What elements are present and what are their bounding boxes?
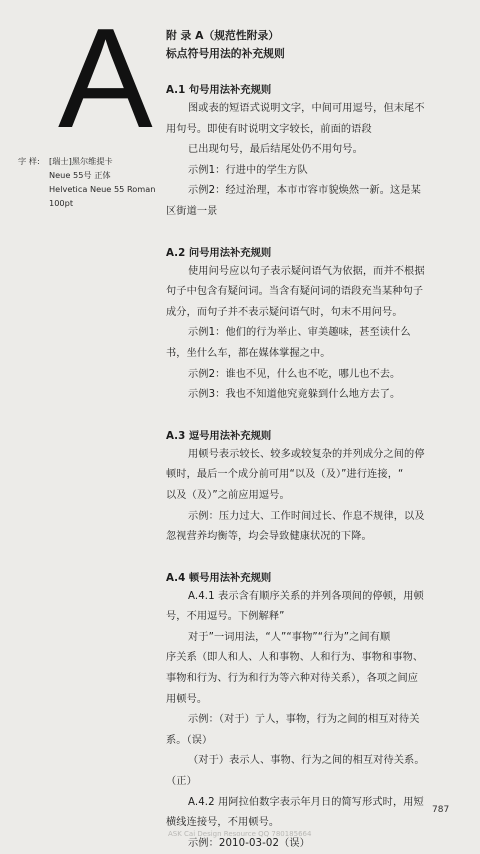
- paragraph: 已出现句号，最后结尾处仍不用句号。: [188, 144, 363, 156]
- paragraph: A.4.2 用阿拉伯数字表示年月日的简写形式时，用短: [188, 796, 424, 808]
- paragraph: 事物和行为、行为和行为等六种对待关系），各项之间应: [166, 673, 419, 685]
- paragraph: 成分，而句子并不表示疑问语气时，句末不用问号。: [166, 306, 403, 318]
- specimen-weight: Neue 55号 正体: [49, 170, 111, 180]
- paragraph: 号，不用逗号。下例解释”: [166, 611, 285, 623]
- example: （正）: [166, 776, 197, 788]
- example: 示例：（对于）亍人，事物，行为之间的相互对待关: [188, 714, 420, 726]
- paragraph: 顿时，最后一个成分前可用“以及（及）”进行连接，“: [166, 469, 404, 481]
- example: 系。（误）: [166, 734, 213, 746]
- section-a2-heading: A.2 问号用法补充规则: [166, 246, 272, 259]
- specimen-size: 100pt: [49, 198, 74, 208]
- example: 书，坐什么车，都在媒体掌握之中。: [166, 347, 331, 359]
- paragraph: 用句号。即使有时说明文字较长，前面的语段: [166, 123, 372, 135]
- specimen-label: 字 样:: [18, 156, 40, 166]
- section-a1-heading: A.1 句号用法补充规则: [166, 84, 272, 96]
- page-number: 787: [432, 805, 450, 815]
- paragraph: 用顿号表示较长、较多或较复杂的并列成分之间的停: [188, 448, 425, 460]
- example: 示例2：谁也不见，什么也不吃，哪儿也不去。: [188, 368, 401, 380]
- paragraph: 以及（及）”之前应用逗号。: [166, 489, 290, 501]
- example: 示例3：我也不知道他究竟躲到什么地方去了。: [188, 389, 401, 401]
- paragraph: 使用问号应以句子表示疑问语气为依据，而并不根据: [188, 265, 425, 277]
- specimen-font-latin: Helvetica Neue 55 Roman: [49, 184, 156, 194]
- paragraph: 序关系（即人和人、人和事物、人和行为、事物和事物、: [166, 652, 424, 664]
- example: 示例：2010-03-02（误）: [188, 837, 310, 849]
- section-a3-heading: A.3 逗号用法补充规则: [166, 429, 272, 442]
- example: 示例1：行进中的学生方队: [188, 164, 308, 176]
- font-specimen-note: [18, 154, 155, 210]
- paragraph: 对于”一词用法，“人”“事物”“行为”之间有顺: [188, 631, 391, 643]
- example: 示例1：他们的行为举止、审美趣味，甚至读什么: [188, 327, 411, 339]
- section-a4-heading: A.4 顿号用法补充规则: [166, 571, 272, 584]
- specimen-font-name: [瑞士]黑尔维提卡: [49, 156, 113, 166]
- main-text: [166, 27, 460, 854]
- paragraph: 图或表的短语式说明文字，中间可用逗号，但末尾不: [188, 103, 425, 114]
- example: 忽视营养均衡等，均会导致健康状况的下降。: [166, 531, 372, 543]
- example: 示例：压力过大、工作时间过长、作息不规律，以及: [188, 510, 425, 522]
- appendix-subtitle: 标点符号用法的补充规则: [166, 47, 285, 60]
- paragraph: 用顿号。: [166, 693, 208, 705]
- example: （对于）表示人、事物、行为之间的相互对待关系。: [188, 755, 425, 767]
- example: 示例2：经过治理，本市市容市貌焕然一新。这是某: [188, 185, 421, 197]
- example: 区街道一景: [166, 205, 218, 217]
- paragraph: 横线连接号，不用顿号。: [166, 817, 280, 829]
- specimen-letter: A: [58, 0, 153, 158]
- appendix-title: 附 录 A（规范性附录）: [166, 29, 280, 42]
- paragraph: A.4.1 表示含有顺序关系的并列各项间的停顿，用顿: [188, 590, 424, 602]
- footer-watermark: ASK Cai Design Resource QQ 780185664: [168, 830, 312, 838]
- paragraph: 句子中包含有疑问词。当含有疑问词的语段充当某种句子: [166, 286, 424, 298]
